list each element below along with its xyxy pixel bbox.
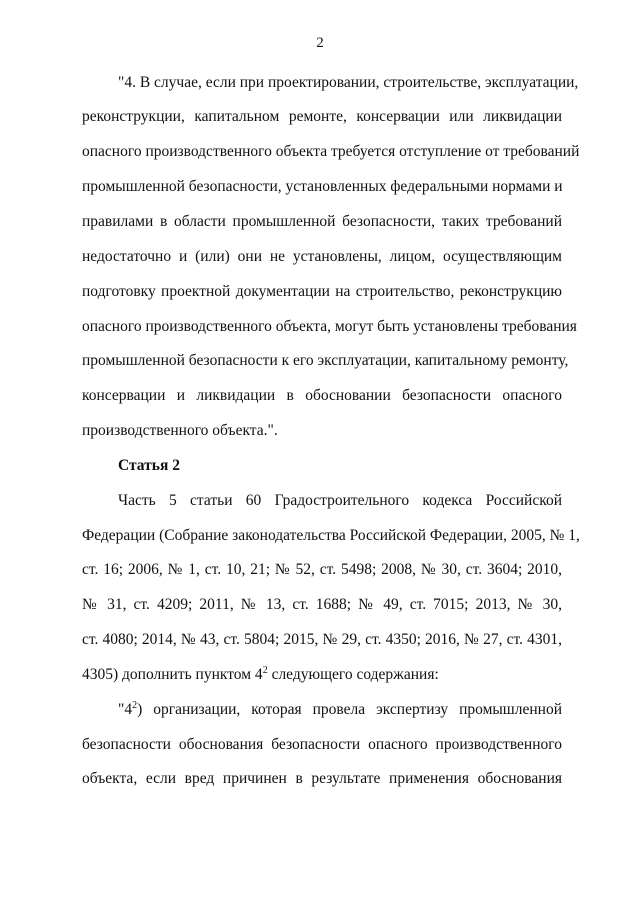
text-line: подготовку проектной документации на строительство, реконструкцию	[82, 283, 562, 300]
text-line: промышленной безопасности, установленных федеральными нормами и	[82, 178, 563, 195]
text-fragment: 4305) дополнить пунктом 4	[82, 666, 263, 683]
superscript: 2	[262, 664, 268, 676]
text-line: Часть 5 статьи 60 Градостроительного кодекса Российской	[118, 492, 562, 509]
text-line: объекта, если вред причинен в результате применения обоснования	[82, 770, 562, 787]
text-line: опасного производственного объекта, могут быть установлены требования	[82, 318, 577, 335]
text-line: безопасности обоснования безопасности опасного производственного	[82, 736, 562, 753]
text-fragment: "4	[118, 701, 133, 718]
text-line: опасного производственного объекта требуется отступление от требований	[82, 143, 580, 160]
text-line: производственного объекта.".	[82, 422, 278, 439]
text-line: консервации и ликвидации в обосновании безопасности опасного	[82, 387, 562, 404]
text-line: ст. 4080; 2014, № 43, ст. 5804; 2015, № 29, ст. 4350; 2016, № 27, ст. 4301,	[82, 631, 562, 648]
text-line: промышленной безопасности к его эксплуатации, капитальному ремонту,	[82, 352, 569, 369]
text-fragment: ) организации, которая провела экспертизу промышленной	[137, 701, 562, 718]
text-line: № 31, ст. 4209; 2011, № 13, ст. 1688; № 49, ст. 7015; 2013, № 30,	[82, 596, 562, 613]
text-line: недостаточно и (или) они не установлены, лицом, осуществляющим	[82, 248, 562, 265]
text-line-superscript	[82, 665, 562, 685]
article-heading: Статья 2	[118, 457, 180, 474]
text-line-superscript	[118, 700, 562, 720]
text-line: ст. 16; 2006, № 1, ст. 10, 21; № 52, ст. 5498; 2008, № 30, ст. 3604; 2010,	[82, 561, 562, 578]
text-line: правилами в области промышленной безопасности, таких требований	[82, 213, 562, 230]
superscript: 2	[132, 699, 138, 711]
text-fragment: следующего содержания:	[267, 666, 439, 683]
text-line: "4. В случае, если при проектировании, строительстве, эксплуатации,	[118, 74, 579, 91]
text-line: Федерации (Собрание законодательства Российской Федерации, 2005, № 1,	[82, 527, 580, 544]
text-line: реконструкции, капитальном ремонте, консервации или ликвидации	[82, 108, 562, 125]
page-number: 2	[316, 35, 324, 51]
